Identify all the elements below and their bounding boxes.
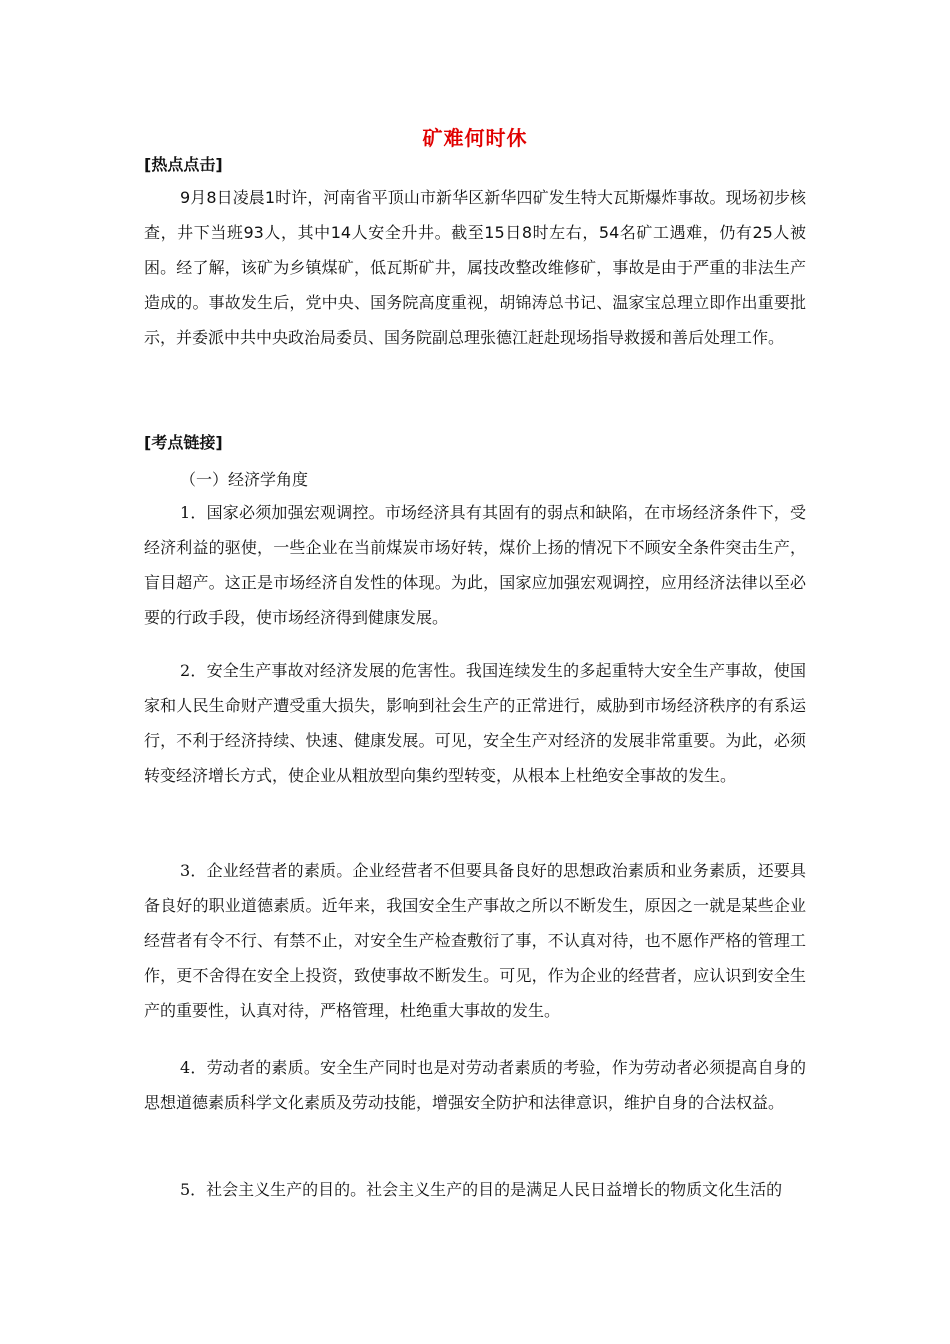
document-title: 矿难何时休 [422, 126, 528, 150]
point-paragraph-1: 1．国家必须加强宏观调控。市场经济具有其固有的弱点和缺陷，在市场经济条件下，受经济利益的驱使，一些企业在当前煤炭市场好转，煤价上扬的情况下不顾安全条件突击生产，盲目超产。这正是市场经济自发性的体现。为此，国家应加强宏观调控，应用经济法律以至必要的行政手段，使市场经济得到健康发展。 [144, 503, 806, 627]
links-heading: [考点链接] [144, 433, 223, 452]
point-paragraph-5: 5．社会主义生产的目的。社会主义生产的目的是满足人民日益增长的物质文化生活的 [180, 1180, 783, 1199]
economics-subheading: （一）经济学角度 [180, 470, 309, 489]
point-paragraph-3: 3．企业经营者的素质。企业经营者不但要具备良好的思想政治素质和业务素质，还要具备良好的职业道德素质。近年来，我国安全生产事故之所以不断发生，原因之一就是某些企业经营者有令不行、有禁不止，对安全生产检查敷衍了事，不认真对待，也不愿作严格的管理工作，更不舍得在安全上投资，致使事故不断发生。可见，作为企业的经营者，应认识到安全生产的重要性，认真对待，严格管理，杜绝重大事故的发生。 [144, 861, 806, 1020]
hotspot-heading: [热点点击] [144, 155, 223, 174]
point-paragraph-4: 4．劳动者的素质。安全生产同时也是对劳动者素质的考验，作为劳动者必须提高自身的思想道德素质科学文化素质及劳动技能，增强安全防护和法律意识，维护自身的合法权益。 [144, 1058, 806, 1112]
point-paragraph-2: 2．安全生产事故对经济发展的危害性。我国连续发生的多起重特大安全生产事故，使国家和人民生命财产遭受重大损失，影响到社会生产的正常进行，威胁到市场经济秩序的有系运行，不利于经济持续、快速、健康发展。可见，安全生产对经济的发展非常重要。为此，必须转变经济增长方式，使企业从粗放型向集约型转变，从根本上杜绝安全事故的发生。 [144, 661, 806, 785]
hotspot-paragraph: 9月8日凌晨1时许，河南省平顶山市新华区新华四矿发生特大瓦斯爆炸事故。现场初步核查，井下当班93人，其中14人安全升井。截至15日8时左右，54名矿工遇难，仍有25人被困。经了解，该矿为乡镇煤矿，低瓦斯矿井，属技改整改维修矿，事故是由于严重的非法生产造成的。事故发生后，党中央、国务院高度重视，胡锦涛总书记、温家宝总理立即作出重要批示，并委派中共中央政治局委员、国务院副总理张德江赶赴现场指导救援和善后处理工作。 [144, 188, 806, 347]
